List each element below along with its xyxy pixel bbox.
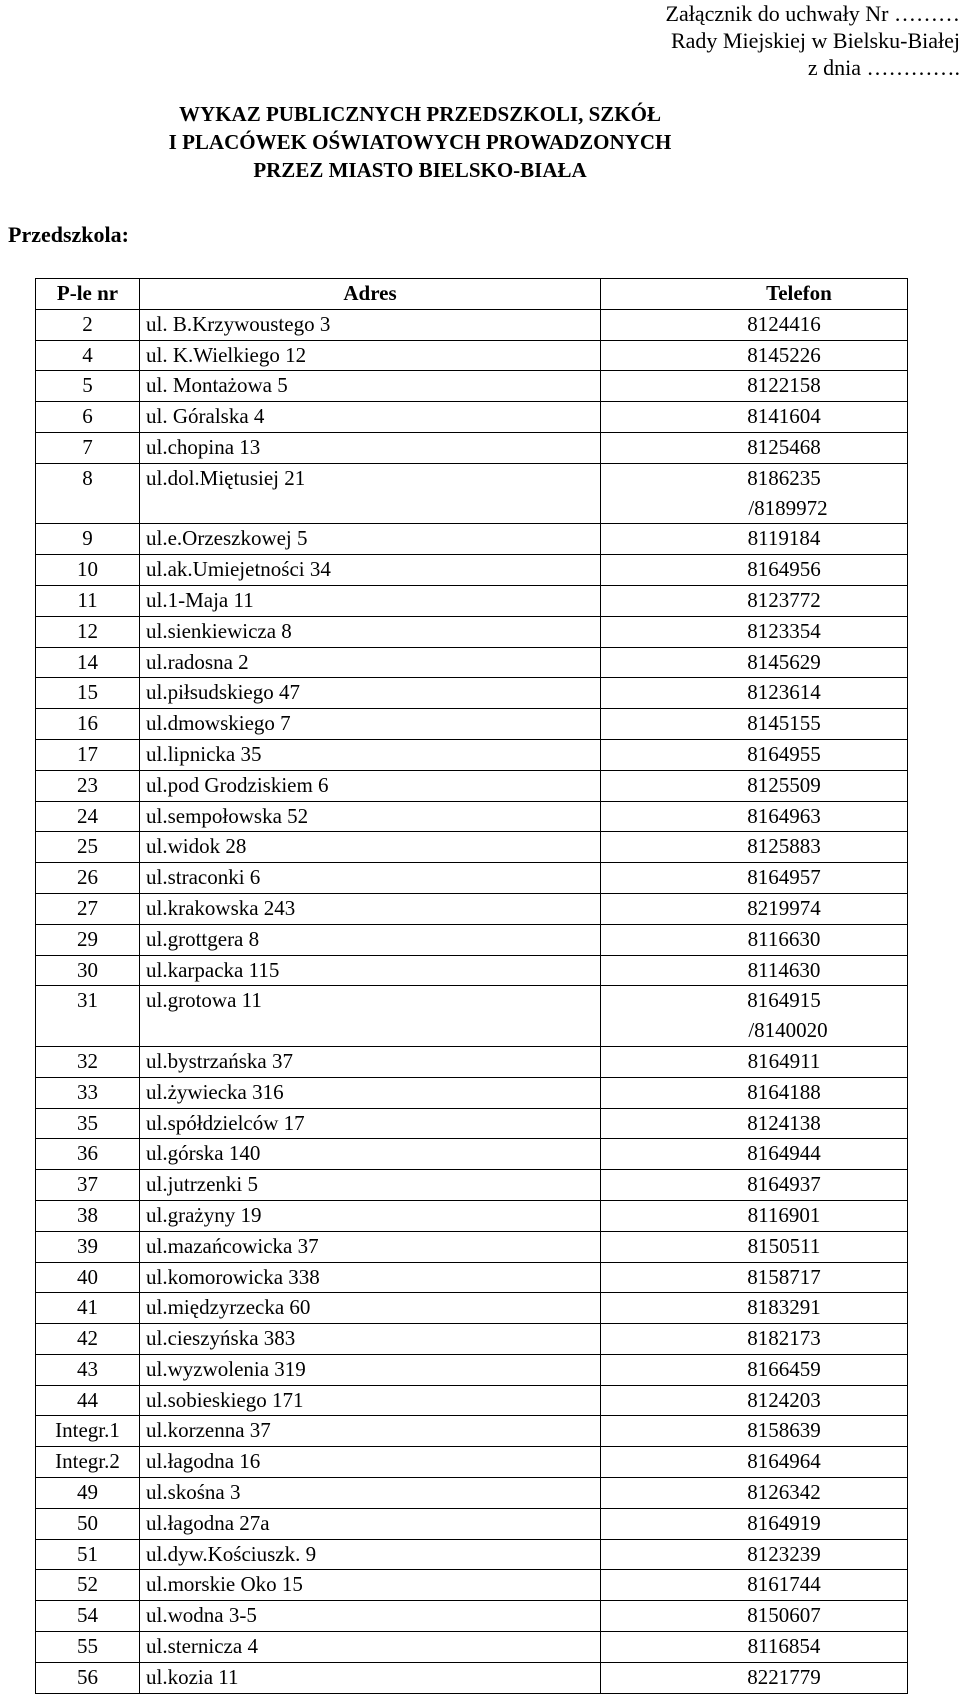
cell-nr: 44 — [36, 1385, 140, 1416]
table-row — [36, 402, 908, 433]
cell-phone — [601, 924, 908, 955]
phone-primary: 8122158 — [747, 373, 821, 398]
cell-address: ul. Montażowa 5 — [140, 371, 601, 402]
cell-phone — [601, 1262, 908, 1293]
table-row — [36, 463, 908, 524]
cell-nr: 5 — [36, 371, 140, 402]
annex-note — [360, 0, 960, 81]
phone-secondary: /8189972 — [748, 495, 828, 520]
table-row — [36, 1170, 908, 1201]
cell-phone — [601, 616, 908, 647]
cell-address: ul.korzenna 37 — [140, 1416, 601, 1447]
cell-phone — [601, 1139, 908, 1170]
cell-nr: 40 — [36, 1262, 140, 1293]
phone-primary: 8164919 — [747, 1510, 821, 1535]
table-row — [36, 1416, 908, 1447]
cell-nr: Integr.1 — [36, 1416, 140, 1447]
phone-primary: 8119184 — [747, 526, 821, 551]
phone-primary: 8123354 — [747, 618, 821, 643]
phone-primary: 8182173 — [747, 1326, 821, 1351]
cell-address: ul.straconki 6 — [140, 863, 601, 894]
cell-nr: 54 — [36, 1601, 140, 1632]
cell-address: ul.dol.Miętusiej 21 — [140, 463, 601, 524]
cell-nr: 16 — [36, 709, 140, 740]
phone-primary: 8164964 — [747, 1449, 821, 1474]
phone-primary: 8125883 — [747, 834, 821, 859]
cell-address: ul. Góralska 4 — [140, 402, 601, 433]
cell-nr: 37 — [36, 1170, 140, 1201]
cell-phone — [601, 986, 908, 1047]
phone-primary: 8164937 — [747, 1172, 821, 1197]
cell-phone — [601, 1046, 908, 1077]
cell-nr: 27 — [36, 893, 140, 924]
cell-nr: 35 — [36, 1108, 140, 1139]
cell-address: ul.e.Orzeszkowej 5 — [140, 524, 601, 555]
cell-address: ul.piłsudskiego 47 — [140, 678, 601, 709]
phone-primary: 8141604 — [747, 404, 821, 429]
cell-phone — [601, 739, 908, 770]
phone-primary: 8219974 — [747, 895, 821, 920]
phone-primary: 8125509 — [747, 772, 821, 797]
cell-phone — [601, 1324, 908, 1355]
header-nr: P-le nr — [36, 279, 140, 310]
cell-address: ul.górska 140 — [140, 1139, 601, 1170]
title-line-2: I PLACÓWEK OŚWIATOWYCH PROWADZONYCH — [168, 130, 672, 154]
cell-address: ul.sobieskiego 171 — [140, 1385, 601, 1416]
cell-phone — [601, 585, 908, 616]
cell-phone — [601, 402, 908, 433]
table-row — [36, 1324, 908, 1355]
cell-nr: 43 — [36, 1354, 140, 1385]
cell-nr: 12 — [36, 616, 140, 647]
cell-nr: 2 — [36, 309, 140, 340]
cell-address: ul.kozia 11 — [140, 1662, 601, 1693]
cell-phone — [601, 1478, 908, 1509]
phone-primary: 8123614 — [747, 680, 821, 705]
table-row — [36, 1632, 908, 1663]
cell-nr: 17 — [36, 739, 140, 770]
table-row — [36, 432, 908, 463]
cell-address: ul.wyzwolenia 319 — [140, 1354, 601, 1385]
cell-nr: 38 — [36, 1200, 140, 1231]
header-address: Adres — [140, 279, 601, 310]
phone-primary: 8116630 — [747, 926, 821, 951]
table-row — [36, 739, 908, 770]
cell-address: ul.ak.Umiejetności 34 — [140, 555, 601, 586]
cell-phone — [601, 1632, 908, 1663]
cell-address: ul.krakowska 243 — [140, 893, 601, 924]
cell-address: ul.grottgera 8 — [140, 924, 601, 955]
table-header-row — [36, 279, 908, 310]
cell-nr: 42 — [36, 1324, 140, 1355]
cell-phone — [601, 678, 908, 709]
cell-address: ul.jutrzenki 5 — [140, 1170, 601, 1201]
phone-primary: 8114630 — [747, 957, 821, 982]
cell-address: ul.międzyrzecka 60 — [140, 1293, 601, 1324]
table-row — [36, 340, 908, 371]
table-row — [36, 647, 908, 678]
title-line-3: PRZEZ MIASTO BIELSKO-BIAŁA — [253, 158, 587, 182]
table-row — [36, 770, 908, 801]
cell-phone — [601, 1170, 908, 1201]
phone-primary: 8164956 — [747, 557, 821, 582]
table-row — [36, 1570, 908, 1601]
cell-nr: 6 — [36, 402, 140, 433]
phone-primary: 8221779 — [747, 1664, 821, 1689]
phone-primary: 8164963 — [747, 803, 821, 828]
cell-nr: 23 — [36, 770, 140, 801]
phone-primary: 8150511 — [747, 1233, 821, 1258]
phone-primary: 8145226 — [747, 342, 821, 367]
phone-primary: 8186235 — [747, 465, 821, 490]
section-label: Przedszkola: — [8, 222, 129, 247]
table-row — [36, 1354, 908, 1385]
cell-nr: 25 — [36, 832, 140, 863]
table-row — [36, 616, 908, 647]
table-row — [36, 1139, 908, 1170]
cell-phone — [601, 801, 908, 832]
cell-address: ul.sempołowska 52 — [140, 801, 601, 832]
cell-phone — [601, 1077, 908, 1108]
table-row — [36, 1293, 908, 1324]
cell-nr: 49 — [36, 1478, 140, 1509]
cell-phone — [601, 832, 908, 863]
table-row — [36, 955, 908, 986]
phone-primary: 8150607 — [747, 1603, 821, 1628]
cell-nr: Integr.2 — [36, 1447, 140, 1478]
table-row — [36, 801, 908, 832]
table-row — [36, 678, 908, 709]
cell-nr: 33 — [36, 1077, 140, 1108]
cell-address: ul.widok 28 — [140, 832, 601, 863]
table-row — [36, 893, 908, 924]
cell-phone — [601, 309, 908, 340]
phone-primary: 8161744 — [747, 1572, 821, 1597]
cell-nr: 10 — [36, 555, 140, 586]
cell-address: ul.grażyny 19 — [140, 1200, 601, 1231]
cell-phone — [601, 770, 908, 801]
table-row — [36, 585, 908, 616]
cell-phone — [601, 1108, 908, 1139]
cell-phone — [601, 463, 908, 524]
table-row — [36, 1231, 908, 1262]
cell-nr: 26 — [36, 863, 140, 894]
kindergarten-table — [35, 278, 908, 1694]
cell-address: ul.dmowskiego 7 — [140, 709, 601, 740]
table-row — [36, 1200, 908, 1231]
cell-nr: 15 — [36, 678, 140, 709]
cell-address: ul. B.Krzywoustego 3 — [140, 309, 601, 340]
cell-address: ul.bystrzańska 37 — [140, 1046, 601, 1077]
table-row — [36, 986, 908, 1047]
cell-nr: 4 — [36, 340, 140, 371]
cell-phone — [601, 1508, 908, 1539]
cell-nr: 8 — [36, 463, 140, 524]
phone-primary: 8158717 — [747, 1264, 821, 1289]
table-row — [36, 309, 908, 340]
cell-address: ul.lipnicka 35 — [140, 739, 601, 770]
cell-address: ul.żywiecka 316 — [140, 1077, 601, 1108]
document-title — [70, 100, 770, 184]
cell-nr: 7 — [36, 432, 140, 463]
phone-primary: 8164915 — [747, 988, 821, 1013]
cell-address: ul.dyw.Kościuszk. 9 — [140, 1539, 601, 1570]
cell-address: ul.sienkiewicza 8 — [140, 616, 601, 647]
cell-nr: 24 — [36, 801, 140, 832]
phone-primary: 8145155 — [747, 711, 821, 736]
table-row — [36, 524, 908, 555]
cell-nr: 30 — [36, 955, 140, 986]
cell-nr: 32 — [36, 1046, 140, 1077]
cell-address: ul.chopina 13 — [140, 432, 601, 463]
cell-phone — [601, 955, 908, 986]
table-row — [36, 832, 908, 863]
table-row — [36, 1601, 908, 1632]
cell-address: ul.łagodna 27a — [140, 1508, 601, 1539]
phone-primary: 8116901 — [747, 1202, 821, 1227]
header-phone: Telefon — [601, 279, 908, 310]
table-row — [36, 1662, 908, 1693]
table-row — [36, 863, 908, 894]
cell-phone — [601, 1539, 908, 1570]
phone-primary: 8164911 — [747, 1048, 821, 1073]
cell-phone — [601, 432, 908, 463]
cell-address: ul.spółdzielców 17 — [140, 1108, 601, 1139]
table-row — [36, 924, 908, 955]
table-row — [36, 1539, 908, 1570]
cell-phone — [601, 1416, 908, 1447]
cell-address: ul. K.Wielkiego 12 — [140, 340, 601, 371]
cell-address: ul.cieszyńska 383 — [140, 1324, 601, 1355]
cell-nr: 52 — [36, 1570, 140, 1601]
phone-primary: 8125468 — [747, 434, 821, 459]
title-line-1: WYKAZ PUBLICZNYCH PRZEDSZKOLI, SZKÓŁ — [179, 102, 661, 126]
phone-primary: 8164188 — [747, 1079, 821, 1104]
table-row — [36, 1077, 908, 1108]
phone-primary: 8183291 — [747, 1295, 821, 1320]
table-row — [36, 1508, 908, 1539]
cell-phone — [601, 647, 908, 678]
cell-phone — [601, 555, 908, 586]
cell-address: ul.1-Maja 11 — [140, 585, 601, 616]
cell-phone — [601, 371, 908, 402]
cell-phone — [601, 1354, 908, 1385]
cell-phone — [601, 340, 908, 371]
cell-nr: 55 — [36, 1632, 140, 1663]
cell-address: ul.łagodna 16 — [140, 1447, 601, 1478]
cell-nr: 50 — [36, 1508, 140, 1539]
table-row — [36, 1108, 908, 1139]
cell-address: ul.skośna 3 — [140, 1478, 601, 1509]
table-row — [36, 1447, 908, 1478]
annex-line-3: z dnia …………. — [807, 55, 960, 80]
phone-primary: 8124416 — [747, 311, 821, 336]
cell-phone — [601, 709, 908, 740]
phone-primary: 8158639 — [747, 1418, 821, 1443]
cell-phone — [601, 1200, 908, 1231]
annex-line-2: Rady Miejskiej w Bielsku-Białej — [670, 28, 960, 53]
phone-primary: 8126342 — [747, 1480, 821, 1505]
cell-phone — [601, 1447, 908, 1478]
phone-primary: 8164955 — [747, 741, 821, 766]
phone-primary: 8124203 — [747, 1387, 821, 1412]
cell-phone — [601, 1231, 908, 1262]
cell-nr: 29 — [36, 924, 140, 955]
cell-address: ul.radosna 2 — [140, 647, 601, 678]
phone-primary: 8116854 — [747, 1634, 821, 1659]
cell-nr: 56 — [36, 1662, 140, 1693]
phone-primary: 8145629 — [747, 649, 821, 674]
cell-address: ul.morskie Oko 15 — [140, 1570, 601, 1601]
cell-nr: 14 — [36, 647, 140, 678]
phone-primary: 8164944 — [747, 1141, 821, 1166]
annex-line-1: Załącznik do uchwały Nr ……… — [665, 1, 960, 26]
phone-primary: 8124138 — [747, 1110, 821, 1135]
cell-address: ul.mazańcowicka 37 — [140, 1231, 601, 1262]
cell-phone — [601, 1293, 908, 1324]
cell-nr: 9 — [36, 524, 140, 555]
cell-phone — [601, 863, 908, 894]
cell-address: ul.karpacka 115 — [140, 955, 601, 986]
cell-nr: 36 — [36, 1139, 140, 1170]
phone-primary: 8123239 — [747, 1541, 821, 1566]
cell-address: ul.grotowa 11 — [140, 986, 601, 1047]
cell-address: ul.pod Grodziskiem 6 — [140, 770, 601, 801]
cell-phone — [601, 1662, 908, 1693]
cell-address: ul.wodna 3-5 — [140, 1601, 601, 1632]
table-row — [36, 1262, 908, 1293]
cell-phone — [601, 1570, 908, 1601]
cell-phone — [601, 1385, 908, 1416]
cell-nr: 41 — [36, 1293, 140, 1324]
table-row — [36, 1046, 908, 1077]
table-row — [36, 555, 908, 586]
phone-primary: 8166459 — [747, 1356, 821, 1381]
phone-primary: 8123772 — [747, 587, 821, 612]
table-row — [36, 1478, 908, 1509]
cell-nr: 11 — [36, 585, 140, 616]
cell-phone — [601, 893, 908, 924]
cell-phone — [601, 524, 908, 555]
table-row — [36, 371, 908, 402]
phone-primary: 8164957 — [747, 865, 821, 890]
phone-secondary: /8140020 — [748, 1018, 828, 1043]
cell-nr: 31 — [36, 986, 140, 1047]
cell-nr: 39 — [36, 1231, 140, 1262]
cell-address: ul.komorowicka 338 — [140, 1262, 601, 1293]
table-row — [36, 709, 908, 740]
cell-phone — [601, 1601, 908, 1632]
cell-nr: 51 — [36, 1539, 140, 1570]
table-row — [36, 1385, 908, 1416]
cell-address: ul.sternicza 4 — [140, 1632, 601, 1663]
